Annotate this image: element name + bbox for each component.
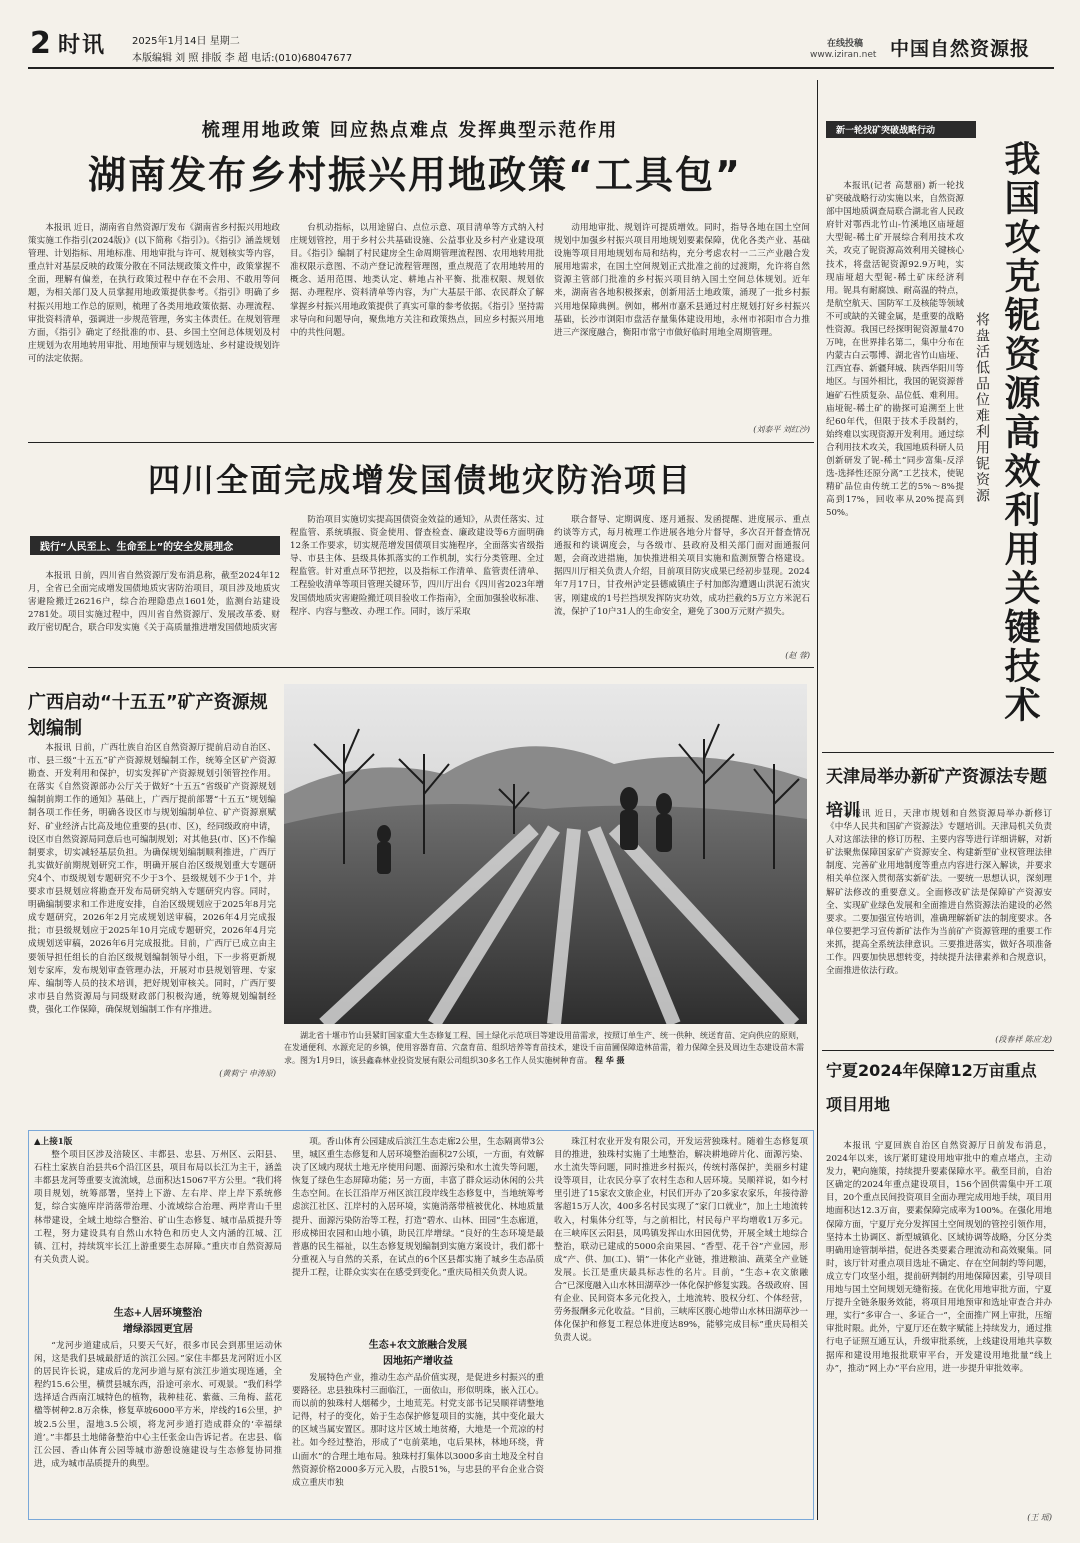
newspaper-name: 中国自然资源报 <box>890 38 1031 60</box>
campaign-bar: 新一轮找矿突破战略行动 <box>826 121 976 138</box>
issue-date: 2025年1月14日 星期二 <box>132 36 240 47</box>
page-number: 2 <box>30 26 51 61</box>
photo-credit: 程 华 摄 <box>594 1055 625 1065</box>
continued-col-3: 珠江村农业开发有限公司，开发运营独珠村。随着生态修复项目的推进，独珠村实施了土地整治，解决耕地碎片化、面源污染、水土流失等问题，同时推进乡村振兴，传统村落保护，美丽乡村建设等项目，让农民分享了农村生态和人居环境。吴顺祥说，如今村里引进了15家农文旅企业，村民们开办了20多家农家乐，年接待游客超15万人次，400多名村民实现了“家门口就业”，加上土地流转收入，村集体分红等，与之前相比，村民每户平均增收1万多元。在三峡库区云阳县，凤鸣镇发挥山水田园优势，开展全域土地综合整治，联动已建成的5000余亩果园、“香型、花千谷”产业园，形成“产、供、加(工)、销”一体化产业链，推进粮油、蔬菜全产业链发展。长江是重庆最具标志性的名片。目前，“生态+农文旅融合”已深度融入山水林田湖草沙一体化保护修复实践。各级政府、国有企业、民间资本多元化投入，土地流转、股权分红、个体经营，劳务报酬多元化收益。“目前，三峡库区腹心地带山水林田湖草沙一体化保护和修复工程总体进度达89%，能够完成目标”重庆局相关负责人说。 <box>554 1137 808 1344</box>
tianjin-headline: 天津局举办新矿产资源法专题培训 <box>826 767 1047 821</box>
continued-subhead-1b: 增绿添园更宜居 <box>123 1324 193 1335</box>
sichuan-column-1: 本报讯 日前，四川省自然资源厅发布消息称，截至2024年12月，全省已全面完成增发国债地质灾害防治项目，项目涉及地质灾害避险搬迁26216户，综合治理隐患点1601处，监测台站建设2781处。项目实施过程中，四川省自然资源厅、发展改革委、财政厅密切配合，联合印发实施《关于高质量推进增发国债地质灾害 <box>28 571 280 634</box>
ningxia-headline: 宁夏2024年保障12万亩重点项目用地 <box>826 1061 1037 1114</box>
continued-subhead-2: 生态+农文旅融合发展 <box>368 1340 468 1351</box>
tianjin-body: 本报讯 近日，天津市规划和自然资源局举办新修订《中华人民共和国矿产资源法》专题培训。天津局机关负责人对这部法律的修订历程、主要内容等进行详细讲解，对新矿法聚焦保障国家矿产资源安全、构建新型矿业权管理法律制度、完善矿业用地制度等重点内容进行深入解读，并要求相关单位深入贯彻落实新矿法。一要统一思想认识，深刻理解矿法修改的重要意义。全面修改矿法是保障矿产资源安全、实现矿业绿色发展和全面推进自然资源法治建设的必然要求。二要加强宣传培训，准确理解新矿法的制度要求。各单位要把学习宣传新矿法作为当前矿产资源管理的重要工作来抓，提高全系统法律意识。三要推进落实，做好各项准备工作。四要加快思想转变，持续提升法律素养和合规意识，全面推进依法行政。 <box>826 809 1052 977</box>
continued-subhead-2b: 因地拓产增收益 <box>383 1356 453 1367</box>
sichuan-byline: (赵 蓉) <box>785 651 810 660</box>
online-submission-label: 在线投稿 <box>827 39 864 49</box>
niobium-subheadline: 将盘活低品位难利用铌资源 <box>974 312 990 504</box>
niobium-headline: 我国攻克铌资源高效利用关键技术 <box>999 140 1040 725</box>
hunan-byline: (刘泰平 刘红沙) <box>753 425 810 434</box>
divider <box>28 667 814 668</box>
continued-label: ▲上接1版 <box>34 1137 73 1147</box>
column-divider <box>817 80 818 1520</box>
continued-col-1a: ▲上接1版 整个项目区涉及涪陵区、丰都县、忠县、万州区、云阳县、石柱土家族自治县共6个沿江区县，项目布局以长江为主干，涵盖丰都县龙河等重要支流流域，总面积达15067平方公里。“我们将项目规划，统筹部署，坚持上下游、左右岸、岸上岸下系统修复，综合实施库岸消落带治理、小流域综合治理、两岸青山千里林带建设，全域土地综合整治、矿山生态修复、城市品质提升等工程，努力建设具有自然山水特色和历史人文内涵的江城、江镇、江村，持续筑牢长江上游重要生态屏障。”重庆市自然资源局有关负责人说。 <box>34 1137 282 1265</box>
editor-credits: 本版编辑 刘 照 排版 李 超 电话:(010)68047677 <box>132 53 353 64</box>
sichuan-headline: 四川全面完成增发国债地灾防治项目 <box>147 461 692 499</box>
continued-col-2b: 发展特色产业，推动生态产品价值实现，是促进乡村振兴的重要路径。忠县独珠村三面临江，一面依山，形似明珠，嵌入江心。而以前的独珠村人烟稀少，土地荒芜。村党支部书记吴顺祥请整地记得，村子的变化，始于生态保护修复项目的实施，其中变化最大的区域当属安置区。那时这片区域土地贫瘠，大地是一个荒凉的村社。如今经过整治，形成了“屯前菜地，屯后果林，林地环绕，背山面水”的合理土地布局。独珠村打集体以3000多亩土地及全村自然资源价格2000多万元入股，占股51%，与忠县的平台企业合资成立重庆市独 <box>292 1373 544 1488</box>
hunan-column-1: 本报讯 近日，湖南省自然资源厅发布《湖南省乡村振兴用地政策实施工作指引(2024版)》(以下简称《指引》)。《指引》涵盖规划管理、计划指标、用地标准、用地审批与许可、规划核实等内容，重点针对基层反映的政策分散在不同法规政策文件中，政策掌握不全面，理解有偏差，在执行政策过程中存在不会用、不敢用等问题，为相关部门及人员掌握用地政策提供参考。《指引》明确了乡村振兴用地工作总的原则，梳理了各类用地政策依据、办理流程、审批资料清单，强调进一步规范管理，务实主体责任。在规划管理方面，《指引》确定了经批准的市、县、乡国土空间总体规划及村庄规划为农用地转用审批、用地预审与规划选址、乡村建设规划许可的法定依据。 <box>28 223 280 364</box>
site-url[interactable]: www.iziran.net <box>810 50 877 60</box>
tianjin-byline: (段春祥 陈应龙) <box>995 1035 1052 1044</box>
nursery-photo <box>284 684 807 1024</box>
divider <box>28 442 814 443</box>
continued-subhead-1: 生态+人居环境整治 <box>113 1308 203 1319</box>
divider <box>822 1050 1054 1051</box>
section-name: 时讯 <box>58 33 107 58</box>
hunan-kicker: 梳理用地政策 回应热点难点 发挥典型示范作用 <box>201 120 619 141</box>
hunan-column-3: 动用地审批、规划许可提质增效。同时，指导各地在国土空间规划中加强乡村振兴项目用地规划要素保障，优化各类产业、基础设施等项目用地规划布局和结构，充分考虑农村一二三产业融合发展用地需求，在国土空间规划正式批准之前的过渡期，允许将自然资源主管部门批准的乡村振兴项目纳入国土空间总体规划。近年来，湖南省各地积极探索，创新用活土地政策，涌现了一批乡村振兴用地保障典例。例如，郴州市嘉禾县通过村庄规划打好乡村振兴基础，长沙市浏阳市盘活存量集体建设用地，永州市祁阳市合力推进三产深度融合，衡阳市常宁市做好临时用地全周期管理。 <box>554 223 810 338</box>
sichuan-column-3: 联合督导、定期调度、逐月通报、发函提醒、进度展示、重点约谈等方式，每月梳理工作进展各地分片督导，多次召开督查情况通报和约谈调度会，与各级市、县政府及相关部门面对面通报问题，会商改进措施，加快推进相关项目实施和监测预警合格建设。据四川厅相关负责人介绍，目前项目防灾成果已经初步显现。2024年7月17日，甘孜州泸定县德威镇庄子村加郎沟遭遇山洪泥石流灾害，刚建成的1号拦挡坝发挥防灾功效，成功拦截约5万立方米泥石流，保护了10户31人的生命安全，避免了300万元财产损失。 <box>554 515 810 617</box>
ningxia-byline: (王 瑶) <box>1027 1513 1052 1522</box>
sichuan-column-2: 防治项目实施切实提高国债资金效益的通知》，从责任落实、过程监管、系统填报、资金使用、督查检查、廉政建设等6方面明确12条工作要求，切实规范增发国债项目实施程序，全面落实省级指导、市县主体、县级具体抓落实的工作机制，实行分类管理、全过程监管。针对重点环节把控，以及指标工作清单、监管责任清单、工程验收清单等项目管理关键环节，四川厅出台《四川省2023年增发国债地质灾害避险搬迁项目验收工作指南》，全面加强验收标准、程序、内容与整改、办理工作。同时，该厅采取 <box>290 515 544 617</box>
ningxia-body: 本报讯 宁夏回族自治区自然资源厅日前发布消息，2024年以来，该厅紧盯建设用地审批中的难点堵点，主动发力，靶向施策，持续提升要素保障水平。截至目前，自治区确定的2024年重点建设项目，156个固供需集中开工项目，20个重点民间投资项目全面办理完成用地手续，项目用地面积达12.3万亩，要素保障完成率为100%。在强化用地保障方面，宁夏厅充分发挥国土空间规划的管控引领作用，坚持本土协调区、新型城镇化、区域协调等战略，分区分类明确用途管制举措，促进各类要素合理流动和高效聚集。同时，该厅针对重点项目选址不确定、存在空间制约等问题，成立专门攻坚小组，提前研判制约用地保障因素，引导项目用地与国土空间规划无缝衔接。在优化用地审批方面，宁夏厅提升全链条服务效能，将项目用地预审和选址审查合并办理，实行“多审合一、多证合一”，全面推广网上审批，压缩审批时限。此外，宁夏厅还在数字赋能上持续发力，通过推行电子证照互通互认，升级审批系统，上线建设用地共享数据库和建设用地报批联审平台，开发建设用地批量“线上办”，推动“网上办”平台应用，进一步提升审批效率。 <box>826 1141 1052 1374</box>
divider <box>822 752 1054 753</box>
niobium-body: 本报讯(记者 高慧丽) 新一轮找矿突破战略行动实施以来，自然资源部中国地质调查局联合湖北省人民政府针对鄂西北竹山-竹溪地区庙垭超大型铌-稀土矿开展综合利用技术攻关，攻克了铌资源高效利用关键核心技术，将盘活铌资源92.9万吨，实现庙垭超大型铌-稀土矿床经济利用。铌具有耐腐蚀、耐高温的特点，是航空航天、国防军工及核能等领域不可或缺的关键金属，是重要的战略性资源。我国已经探明铌资源量470万吨，在世界排名第二，集中分布在内蒙古白云鄂博、湖北省竹山庙垭、江西宜春、新疆拜城、陕西华阳川等地区。与国外相比，我国的铌资源普遍矿石性质复杂、品位低、难利用。庙垭铌-稀土矿的勘探可追溯至上世纪60年代，但限于技术手段制约，始终难以实现资源开发利用。通过综合利用技术攻关，我国地质科研人员创新研发了铌-稀土“同步富集-反浮选-选择性还原分离”工艺技术，使铌精矿品位由传统工艺的5%～8%提高到17%，回收率从20%提高到50%。 <box>826 181 964 519</box>
guangxi-body: 本报讯 日前，广西壮族自治区自然资源厅提前启动自治区、市、县三级“十五五”矿产资源规划编制工作，统筹全区矿产资源勘查、开发利用和保护，切实发挥矿产资源规划引领管控作用。在落实《自然资源部办公厅关于做好“十五五”省级矿产资源规划编制前期工作的通知》基础上，广西厅提前部署“十五五”规划编制各项工作任务，明确各设区市与规划编制单位、矿产资源禀赋好、矿业经济占比高及地位重要的县(市、区)，经同级政府申请，设区市自然资源局同意后也可编制规划；对其他县(市、区)不作编制要求，切实减轻基层负担。为确保规划编制顺利推进，广西厅扎实做好前期规划研究工作，明确开展自治区级规划重大专题研究4个、市级规划专题研究不少于3个、县级规划不少于1个，并要求市县规划应将勘查开发布局研究纳入专题研究内容。同时，明确编制要求和工作进度安排，自治区级规划应于2025年8月完成专题研究，2026年2月完成规划送审稿，2026年4月完成报批；市县级规划应于2025年10月完成专题研究，2026年4月完成规划送审稿，2026年6月完成报批。目前，广西厅已成立由主要领导担任组长的自治区级规划编制领导小组，下一步将更新规划专家库，发布规划审查管理办法，开展对市县规划管理、专家库、编制等人员的技术培训，把好规划审核关。同时，广西厅要求市县自然资源局与同级财政部门积极沟通，统筹规划编制经费，强化工作保障，确保规划编制工作有序推进。 <box>28 743 276 1015</box>
photo-caption: 湖北省十堰市竹山县紧盯国家重大生态修复工程、国土绿化示范项目等建设用苗需求，按照订单生产、统一供种、统送育苗、定向供应的原则，在发通便利、水源充足的乡镇，使用容器育苗、穴盘育苗、组织培养等育苗技术，建设千亩苗圃保障造林苗需，着力保障全县及周边生态建设苗木需求。图为1月9日，该县鑫森林业投资发展有限公司组织30多名工作人员实施树种育苗。 程 华 摄 <box>284 1031 804 1065</box>
hunan-column-2: 台机动指标，以用途留白、点位示意、项目清单等方式纳入村庄规划管控，用于乡村公共基础设施、公益事业及乡村产业建设项目。《指引》编制了村民建房全生命周期管理流程图、农用地转用批准权限示意图、不动产登记流程管理图，重点规范了农用地转用的概念、适用范围、地类认定、耕地占补平衡、批准权限、规划依据、办理程序、资料清单等内容，为广大基层干部、农民群众了解掌握乡村振兴用地政策提供了真实可靠的参考依据。《指引》坚持需求导向和问题导向，聚焦地方关注和政策热点，回应乡村振兴用地中的共性问题。 <box>290 223 544 338</box>
sichuan-theme-bar: 践行“人民至上、生命至上”的安全发展理念 <box>30 536 280 555</box>
continued-col-1b: “龙河步道建成后，只要天气好，很多市民会到那里运动休闲，这是我们县城最舒适的滨江公园。”家住丰都县龙河附近小区的居民许长说，建成后的龙河步道与原有滨江步道实现连通，全程约15.6公里，横贯县城东西，沿途可亲水、可观景。“我们科学选择适合西南江城特色的植物，栽种桂花、紫薇、三角梅、蓝花楹等树种2.8万余株，修复草坡6000平方米，岸线约16公里，护坡2.5公里，湿地3.5公顷，将龙河步道打造成群众的‘幸福绿道’。”丰都县土地储备整治中心主任张金山告诉记者。在忠县、临江公园、香山体育公园等城市游憩设施建设与生态修复协同推进，成为城市品质提升的典型。 <box>34 1341 282 1469</box>
continued-col-2a: 项。香山体育公园建成后滨江生态走廊2公里，生态隔离带3公里，城区重生态修复和人居环境整治面积27公顷，一方面，有效解决了区域内现状土地无序使用问题、面源污染和水土流失等问题，恢复了绿色生态屏障功能；另一方面，丰富了群众运动休闲的公共生态空间。在长江沿岸万州区滨江段岸线生态修复中，当地统筹考虑滨江社区、江岸村的入居环境，实施消落带植被优化、林地质量提升、面源污染防治等工程，打造“碧水、山林、田园”生态廊道，形成梯田农园和山地小镇，助民江岸增绿。“良好的生态环境是最普惠的民生福祉，以生态修复规划编制到实施方案设计，我们都十分重视入与自然的关系，在试点的6个区县都实施了城乡生态品质提升工程，让群众实实在在感受到变化。”重庆局相关负责人说。 <box>292 1137 544 1278</box>
masthead-rule <box>28 67 1054 69</box>
hunan-headline: 湖南发布乡村振兴用地政策“工具包” <box>88 153 742 197</box>
nursery-photo-illustration <box>284 684 807 1024</box>
guangxi-headline: 广西启动“十五五”矿产资源规划编制 <box>28 692 268 739</box>
guangxi-byline: (黄莉宁 申涛原) <box>219 1069 276 1078</box>
